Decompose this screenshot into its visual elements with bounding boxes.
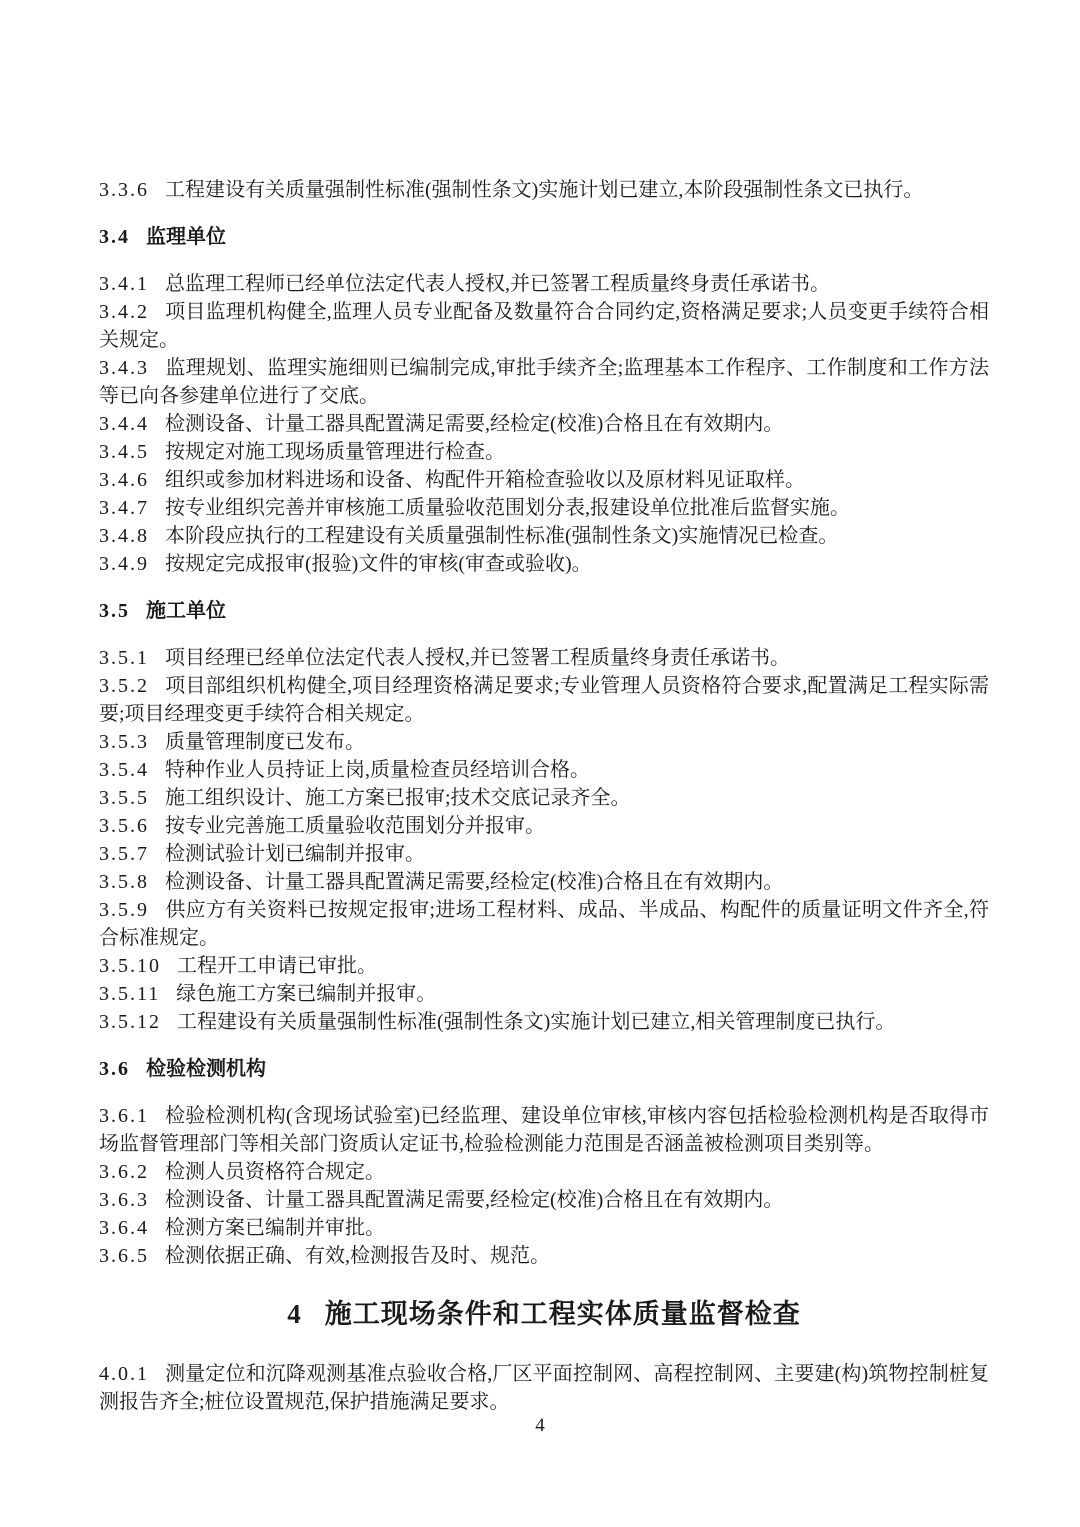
clause-text: 质量管理制度已发布。 [165, 731, 365, 753]
clause-item [99, 644, 989, 672]
clause-number: 3.4.1 [99, 273, 149, 295]
clause-item [99, 1186, 989, 1214]
clause-text: 绿色施工方案已编制并报审。 [176, 983, 437, 1005]
clause-text: 施工组织设计、施工方案已报审;技术交底记录齐全。 [165, 787, 631, 809]
chapter-heading [99, 1294, 989, 1334]
clause-text: 监理规划、监理实施细则已编制完成,审批手续齐全;监理基本工作程序、工作制度和工作方法等已向各参建单位进行了交底。 [99, 357, 989, 407]
clause-text: 检测试验计划已编制并报审。 [165, 843, 425, 865]
clause-text: 检验检测机构 [146, 1058, 266, 1080]
clause-item [99, 1008, 989, 1036]
clause-item [99, 494, 989, 522]
clause-text: 检测设备、计量工器具配置满足需要,经检定(校准)合格且在有效期内。 [165, 871, 784, 893]
clause-item [99, 410, 989, 438]
clause-item [99, 784, 989, 812]
clause-text: 施工现场条件和工程实体质量监督检查 [324, 1299, 801, 1329]
clause-item [99, 1360, 989, 1416]
clause-number: 3.5.3 [99, 731, 149, 753]
clause-text: 检测设备、计量工器具配置满足需要,经检定(校准)合格且在有效期内。 [165, 413, 784, 435]
clause-item [99, 298, 989, 354]
clause-item [99, 354, 989, 410]
clause-text: 按规定对施工现场质量管理进行检查。 [165, 441, 505, 463]
clause-text: 项目部组织机构健全,项目经理资格满足要求;专业管理人员资格符合要求,配置满足工程实际需要;项目经理变更手续符合相关规定。 [99, 675, 989, 725]
clause-number: 3.4 [99, 226, 130, 248]
clause-number: 3.6.3 [99, 1189, 149, 1211]
clause-text: 项目经理已经单位法定代表人授权,并已签署工程质量终身责任承诺书。 [165, 647, 790, 669]
clause-item [99, 1214, 989, 1242]
clause-item [99, 952, 989, 980]
clause-number: 3.5.8 [99, 871, 149, 893]
clause-text: 工程建设有关质量强制性标准(强制性条文)实施计划已建立,相关管理制度已执行。 [177, 1011, 896, 1033]
clause-number: 3.5.11 [99, 983, 161, 1005]
clause-text: 按专业完善施工质量验收范围划分并报审。 [165, 815, 545, 837]
clause-text: 总监理工程师已经单位法定代表人授权,并已签署工程质量终身责任承诺书。 [165, 273, 830, 295]
clause-text: 组织或参加材料进场和设备、构配件开箱检查验收以及原材料见证取样。 [165, 469, 805, 491]
clause-number: 3.5.6 [99, 815, 149, 837]
clause-text: 供应方有关资料已按规定报审;进场工程材料、成品、半成品、构配件的质量证明文件齐全,符合标准规定。 [99, 899, 989, 949]
clause-item [99, 812, 989, 840]
clause-number: 3.4.7 [99, 497, 149, 519]
clause-number: 3.5.7 [99, 843, 149, 865]
section-heading [99, 223, 989, 251]
clause-number: 3.6 [99, 1058, 130, 1080]
clause-number: 3.6.5 [99, 1245, 149, 1267]
clause-text: 检测人员资格符合规定。 [165, 1161, 385, 1183]
clause-number: 3.3.6 [99, 179, 149, 201]
clause-item [99, 1242, 989, 1270]
clause-number: 3.5.12 [99, 1011, 161, 1033]
clause-item [99, 868, 989, 896]
clause-number: 3.4.9 [99, 553, 149, 575]
clause-number: 3.5.9 [99, 899, 149, 921]
clause-number: 3.5 [99, 600, 130, 622]
document-body [99, 176, 989, 1416]
clause-number: 3.4.4 [99, 413, 149, 435]
clause-number: 3.4.3 [99, 357, 149, 379]
clause-text: 特种作业人员持证上岗,质量检查员经培训合格。 [165, 759, 590, 781]
clause-item [99, 728, 989, 756]
clause-item [99, 270, 989, 298]
clause-number: 3.6.2 [99, 1161, 149, 1183]
page-number: 4 [535, 1415, 545, 1436]
clause-number: 3.4.5 [99, 441, 149, 463]
clause-item [99, 672, 989, 728]
clause-text: 按专业组织完善并审核施工质量验收范围划分表,报建设单位批准后监督实施。 [165, 497, 850, 519]
clause-item [99, 522, 989, 550]
clause-item [99, 438, 989, 466]
clause-number: 3.4.6 [99, 469, 149, 491]
clause-text: 检测依据正确、有效,检测报告及时、规范。 [165, 1245, 550, 1267]
clause-number: 3.5.10 [99, 955, 161, 977]
clause-item [99, 1102, 989, 1158]
clause-number: 3.5.4 [99, 759, 149, 781]
clause-item [99, 980, 989, 1008]
clause-item [99, 756, 989, 784]
clause-item [99, 1158, 989, 1186]
clause-number: 3.4.2 [99, 301, 149, 323]
clause-text: 按规定完成报审(报验)文件的审核(审查或验收)。 [165, 553, 592, 575]
clause-text: 本阶段应执行的工程建设有关质量强制性标准(强制性条文)实施情况已检查。 [165, 525, 839, 547]
clause-number: 3.6.4 [99, 1217, 149, 1239]
section-heading [99, 597, 989, 625]
clause-text: 测量定位和沉降观测基准点验收合格,厂区平面控制网、高程控制网、主要建(构)筑物控制桩复测报告齐全;桩位设置规范,保护措施满足要求。 [99, 1363, 989, 1413]
clause-item [99, 840, 989, 868]
clause-text: 监理单位 [146, 226, 226, 248]
clause-number: 4 [287, 1299, 301, 1329]
clause-number: 3.5.1 [99, 647, 149, 669]
clause-number: 4.0.1 [99, 1363, 149, 1385]
clause-number: 3.5.5 [99, 787, 149, 809]
clause-item [99, 466, 989, 494]
clause-text: 检测设备、计量工器具配置满足需要,经检定(校准)合格且在有效期内。 [165, 1189, 784, 1211]
clause-text: 工程开工申请已审批。 [177, 955, 377, 977]
clause-text: 项目监理机构健全,监理人员专业配备及数量符合合同约定,资格满足要求;人员变更手续符合相关规定。 [99, 301, 989, 351]
clause-number: 3.4.8 [99, 525, 149, 547]
clause-item [99, 550, 989, 578]
clause-item [99, 176, 989, 204]
clause-item [99, 896, 989, 952]
clause-number: 3.6.1 [99, 1105, 149, 1127]
section-heading [99, 1055, 989, 1083]
clause-text: 检测方案已编制并审批。 [165, 1217, 385, 1239]
clause-number: 3.5.2 [99, 675, 149, 697]
clause-text: 施工单位 [146, 600, 226, 622]
clause-text: 工程建设有关质量强制性标准(强制性条文)实施计划已建立,本阶段强制性条文已执行。 [165, 179, 924, 201]
clause-text: 检验检测机构(含现场试验室)已经监理、建设单位审核,审核内容包括检验检测机构是否取得市场监督管理部门等相关部门资质认定证书,检验检测能力范围是否涵盖被检测项目类别等。 [99, 1105, 989, 1155]
